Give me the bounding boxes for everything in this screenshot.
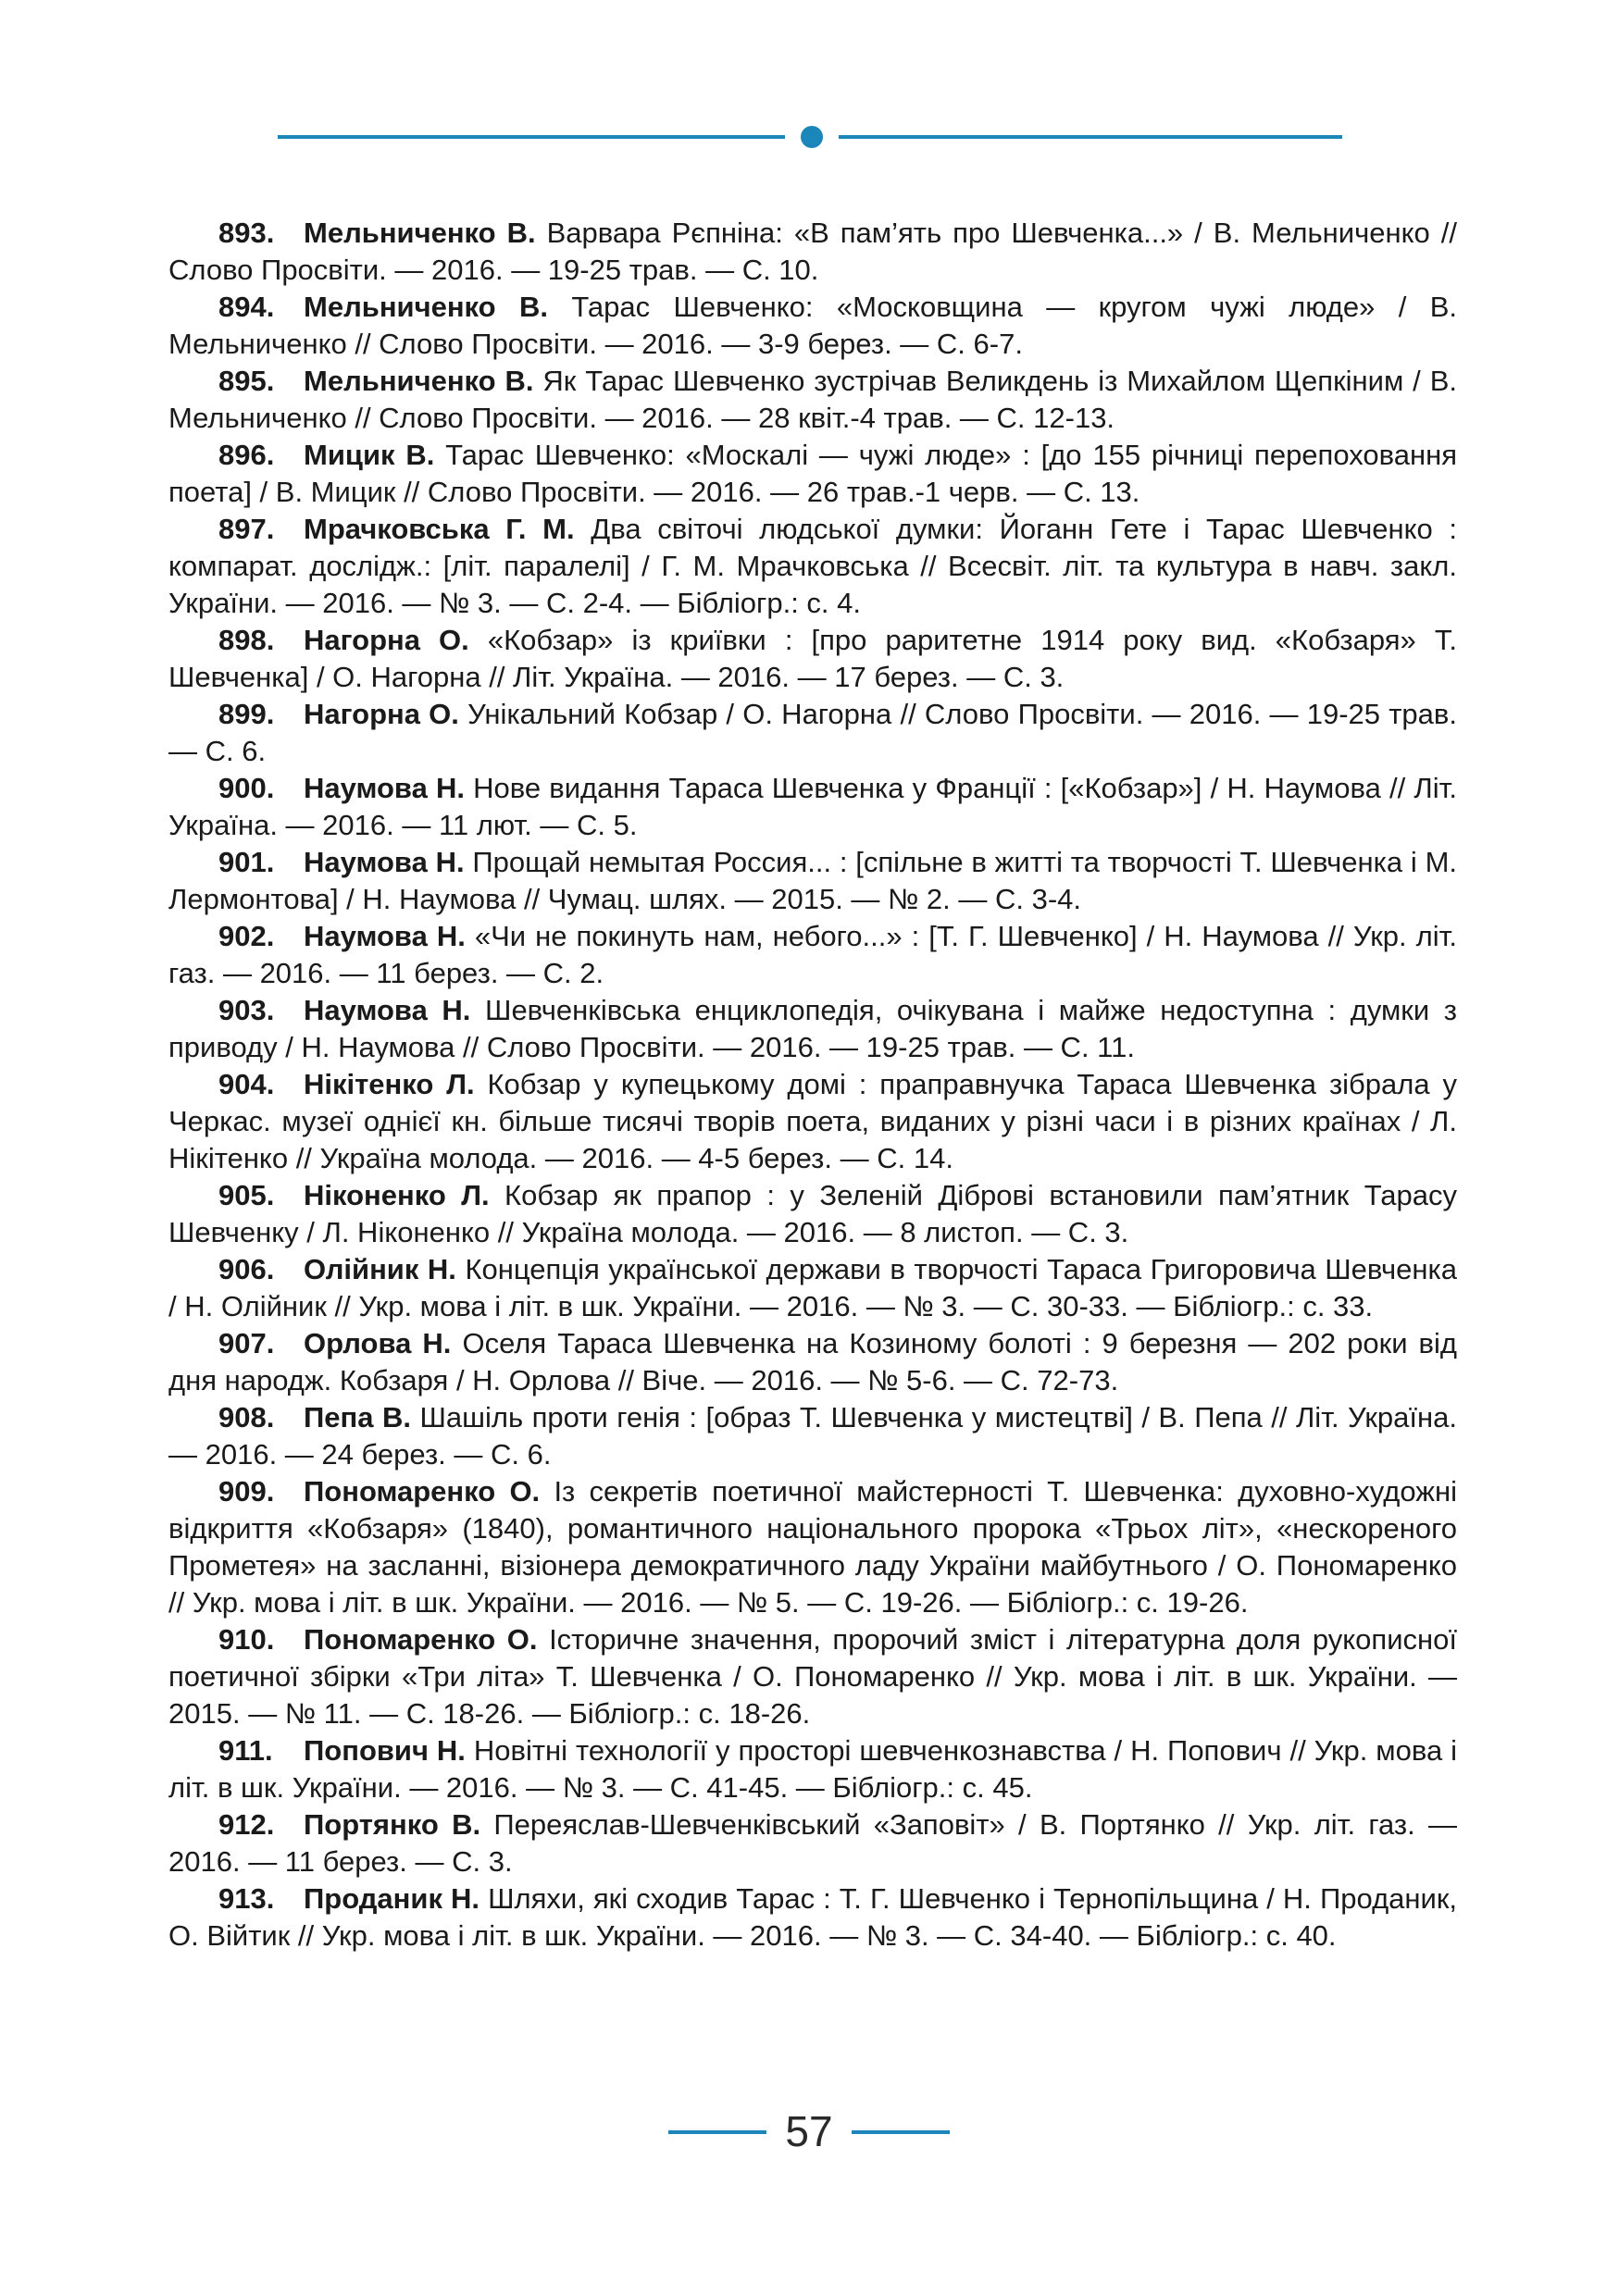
entry-text: Тарас Шевченко: «Москалі — чужі люде» : [до 155 річниці перепоховання поета] / В. Мицик // Слово Просвіти. — 2016. — 26 трав.-1 черв. — С. 13. (168, 439, 1458, 508)
entry-number: 900. (218, 772, 275, 804)
entry-author: Мицик В. (304, 439, 435, 471)
entry-number: 904. (218, 1068, 275, 1100)
entry-text: Прощай немытая Россия... : [спільне в житті та творчості Т. Шевченка і М. Лермонтова] / Н. Наумова // Чумац. шлях. — 2015. — № 2. — С. 3-4. (168, 846, 1457, 915)
entry-text: Переяслав-Шевченківський «Заповіт» / В. Портянко // Укр. літ. газ. — 2016. — 11 берез. — С. 3. (168, 1808, 1457, 1878)
bibliography-entry (168, 1732, 1457, 1806)
bibliography-entry (168, 844, 1457, 918)
entry-text: Із секретів поетичної майстерності Т. Шевченка: духовно-художні відкриття «Кобзаря» (1840), романтичного національного пророка «Трьох літ», «нескореного Прометея» на засланні, візіонера демократичного ладу України майбутнього / О. Пономаренко // Укр. мова і літ. в шк. України. — 2016. — № 5. — С. 19-26. — Бібліогр.: с. 19-26. (168, 1475, 1457, 1619)
entry-number: 913. (218, 1882, 275, 1915)
entry-author: Мельниченко В. (304, 217, 536, 249)
entry-text: Унікальний Кобзар / О. Нагорна // Слово Просвіти. — 2016. — 19-25 трав. — С. 6. (168, 698, 1457, 767)
entry-author: Нікітенко Л. (304, 1068, 475, 1100)
entry-text: Нове видання Тараса Шевченка у Франції : [«Кобзар»] / Н. Наумова // Літ. Україна. — 2016. — 11 лют. — С. 5. (168, 772, 1457, 841)
bibliography-entry (168, 622, 1457, 696)
entry-author: Пономаренко О. (304, 1475, 541, 1508)
bibliography-entry (168, 918, 1457, 992)
entry-number: 898. (218, 624, 275, 656)
bibliography-entry (168, 511, 1457, 622)
entry-number: 899. (218, 698, 275, 730)
bibliography-entry (168, 1399, 1457, 1473)
entry-author: Нагорна О. (304, 698, 459, 730)
bibliography-entry (168, 215, 1457, 289)
bibliography-entry (168, 1177, 1457, 1251)
entry-author: Наумова Н. (304, 920, 466, 952)
entry-number: 910. (218, 1623, 275, 1656)
page-number: 57 (785, 2107, 833, 2155)
entry-number: 911. (218, 1734, 273, 1767)
entry-text: Новітні технології у просторі шевченкознавства / Н. Попович // Укр. мова і літ. в шк. України. — 2016. — № 3. — С. 41-45. — Бібліогр.: с. 45. (168, 1734, 1458, 1804)
ornament-line-right (839, 135, 1342, 139)
entry-author: Мельниченко В. (304, 365, 534, 397)
entry-author: Мельниченко В. (304, 291, 548, 323)
entry-text: «Кобзар» із криївки : [про раритетне 1914 року вид. «Кобзаря» Т. Шевченка] / О. Нагорна // Літ. Україна. — 2016. — 17 берез. — С. 3. (168, 624, 1457, 693)
entry-number: 905. (218, 1179, 275, 1211)
entry-author: Попович Н. (304, 1734, 466, 1767)
header-ornament (278, 126, 1342, 148)
entry-text: Тарас Шевченко: «Московщина — кругом чужі люде» / В. Мельниченко // Слово Просвіти. — 2016. — 3-9 берез. — С. 6-7. (168, 291, 1457, 360)
entry-number: 895. (218, 365, 275, 397)
entry-author: Пепа В. (304, 1401, 411, 1433)
bibliography-entry (168, 1066, 1457, 1177)
footer-line-left (668, 2130, 766, 2134)
entry-number: 907. (218, 1327, 275, 1359)
entry-number: 906. (218, 1253, 275, 1285)
entry-text: Шевченківська енциклопедія, очікувана і майже недоступна : думки з приводу / Н. Наумова // Слово Просвіти. — 2016. — 19-25 трав. — С. 11. (168, 994, 1457, 1063)
bibliography-entry (168, 1325, 1457, 1399)
entry-text: Шашіль проти генія : [образ Т. Шевченка у мистецтві] / В. Пепа // Літ. Україна. — 2016. — 24 берез. — С. 6. (168, 1401, 1457, 1471)
entry-number: 903. (218, 994, 275, 1026)
entry-author: Нагорна О. (304, 624, 469, 656)
entry-number: 909. (218, 1475, 275, 1508)
bibliography-entry (168, 437, 1457, 511)
entry-number: 897. (218, 513, 275, 545)
entry-text: Концепція української держави в творчості Тараса Григоровича Шевченка / Н. Олійник // Укр. мова і літ. в шк. України. — 2016. — № 3. — С. 30-33. — Бібліогр.: с. 33. (168, 1253, 1457, 1322)
entry-text: Як Тарас Шевченко зустрічав Великдень із Михайлом Щепкіним / В. Мельниченко // Слово Просвіти. — 2016. — 28 квіт.-4 трав. — С. 12-13. (168, 365, 1457, 434)
entry-author: Пономаренко О. (304, 1623, 538, 1656)
entry-author: Ніконенко Л. (304, 1179, 490, 1211)
entry-author: Наумова Н. (304, 994, 471, 1026)
bibliography-entry (168, 992, 1457, 1066)
bibliography-entry (168, 1251, 1457, 1325)
bibliography-entry (168, 1880, 1457, 1955)
bibliography-list (168, 215, 1457, 1955)
entry-number: 894. (218, 291, 275, 323)
entry-author: Мрачковська Г. М. (304, 513, 575, 545)
bibliography-entry (168, 289, 1457, 363)
entry-author: Наумова Н. (304, 846, 465, 878)
entry-number: 912. (218, 1808, 275, 1841)
entry-author: Орлова Н. (304, 1327, 452, 1359)
entry-text: Шляхи, які сходив Тарас : Т. Г. Шевченко і Тернопільщина / Н. Проданик, О. Війтик // Укр. мова і літ. в шк. України. — 2016. — № 3. — С. 34-40. — Бібліогр.: с. 40. (168, 1882, 1458, 1952)
entry-text: Кобзар як прапор : у Зеленій Діброві встановили пам’ятник Тарасу Шевченку / Л. Ніконенко // Україна молода. — 2016. — 8 листоп. — С. 3. (168, 1179, 1457, 1248)
bibliography-entry (168, 1806, 1457, 1880)
bibliography-entry (168, 696, 1457, 770)
entry-text: Історичне значення, пророчий зміст і літературна доля рукописної поетичної збірки «Три літа» Т. Шевченка / О. Пономаренко // Укр. мова і літ. в шк. України. — 2015. — № 11. — С. 18-26. — Бібліогр.: с. 18-26. (168, 1623, 1457, 1730)
entry-author: Портянко В. (304, 1808, 481, 1841)
bibliography-entry (168, 363, 1457, 437)
entry-number: 901. (218, 846, 275, 878)
footer-line-right (852, 2130, 950, 2134)
page-footer (0, 2103, 1619, 2158)
entry-text: «Чи не покинуть нам, небого...» : [Т. Г. Шевченко] / Н. Наумова // Укр. літ. газ. — 2016. — 11 берез. — С. 2. (168, 920, 1457, 989)
bibliography-entry (168, 770, 1457, 844)
entry-number: 896. (218, 439, 275, 471)
entry-author: Проданик Н. (304, 1882, 480, 1915)
entry-number: 908. (218, 1401, 275, 1433)
entry-number: 893. (218, 217, 275, 249)
entry-author: Олійник Н. (304, 1253, 456, 1285)
entry-text: Варвара Рєпніна: «В пам’ять про Шевченка...» / В. Мельниченко // Слово Просвіти. — 2016. — 19-25 трав. — С. 10. (168, 217, 1457, 286)
ornament-dot (801, 126, 823, 148)
ornament-line-left (278, 135, 785, 139)
entry-text: Кобзар у купецькому домі : праправнучка Тараса Шевченка зібрала у Черкас. музеї однієї кн. більше тисячі творів поета, виданих у різні часи і в різних країнах / Л. Нікітенко // Україна молода. — 2016. — 4-5 берез. — С. 14. (168, 1068, 1457, 1174)
entry-author: Наумова Н. (304, 772, 465, 804)
bibliography-entry (168, 1621, 1457, 1732)
entry-text: Два світочі людської думки: Йоганн Гете і Тарас Шевченко : компарат. дослідж.: [літ. паралелі] / Г. М. Мрачковська // Всесвіт. літ. та культура в навч. закл. України. — 2016. — № 3. — С. 2-4. — Бібліогр.: с. 4. (168, 513, 1457, 619)
entry-text: Оселя Тараса Шевченка на Козиному болоті : 9 березня — 202 роки від дня народж. Кобзаря / Н. Орлова // Віче. — 2016. — № 5-6. — С. 72-73. (168, 1327, 1457, 1396)
entry-number: 902. (218, 920, 275, 952)
bibliography-entry (168, 1473, 1457, 1621)
